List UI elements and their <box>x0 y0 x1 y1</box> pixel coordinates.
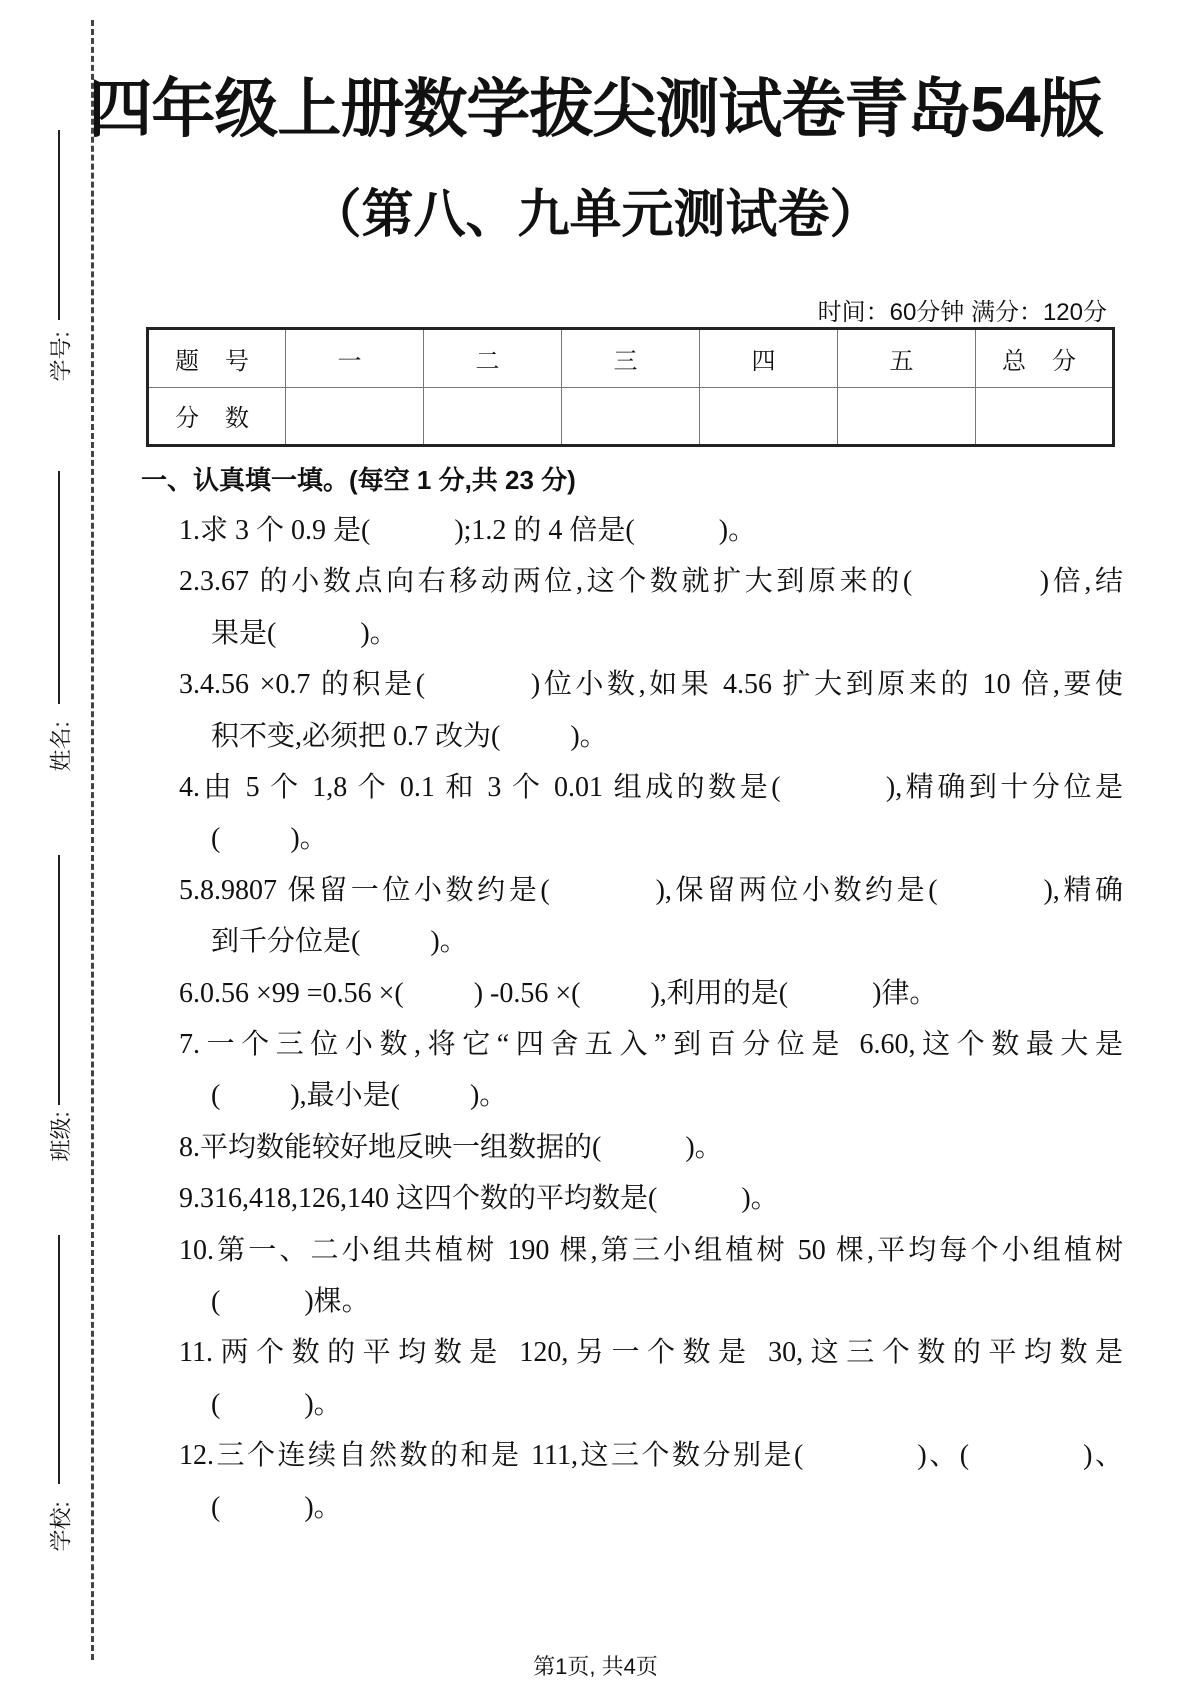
question-continuation-line: ( )。 <box>211 1491 342 1523</box>
score-cell[interactable] <box>424 387 562 446</box>
score-table-header-row <box>148 329 1114 388</box>
score-header-cell: 二 <box>424 329 562 388</box>
section-heading: 一、认真填一填。(每空 1 分,共 23 分) <box>141 465 576 495</box>
page-subtitle: （第八、九单元测试卷） <box>309 186 882 244</box>
exam-meta: 时间：60分钟 满分：120分 <box>817 299 1107 326</box>
question-continuation-line: ( ),最小是( )。 <box>211 1080 508 1112</box>
question-line: 1.求 3 个 0.9 是( );1.2 的 4 倍是( )。 <box>179 515 757 546</box>
question-line: 4.由 5 个 1,8 个 0.1 和 3 个 0.01 组成的数是( ),精确到十分位是 <box>179 772 1123 803</box>
score-table <box>146 327 1115 447</box>
score-cell[interactable] <box>286 387 424 446</box>
question-line: 11.两个数的平均数是 120,另一个数是 30,这三个数的平均数是 <box>179 1337 1123 1369</box>
student-id-label: 学号: <box>48 331 74 382</box>
school-label: 学校: <box>48 1501 74 1552</box>
score-cell[interactable] <box>976 387 1114 446</box>
question-continuation-line: ( )。 <box>211 823 328 855</box>
school-line <box>58 1235 60 1484</box>
binding-cut-line <box>91 20 94 1660</box>
question-line: 5.8.9807 保留一位小数约是( ),保留两位小数约是( ),精确 <box>179 874 1123 906</box>
question-continuation-line: ( )。 <box>211 1388 342 1420</box>
page-number: 第1页, 共4页 <box>533 1654 658 1679</box>
score-header-cell: 总 分 <box>976 329 1114 388</box>
score-cell[interactable] <box>700 387 838 446</box>
name-label: 姓名: <box>48 721 74 772</box>
score-header-cell: 四 <box>700 329 838 388</box>
question-continuation-line: ( )棵。 <box>211 1286 370 1317</box>
question-line: 12.三个连续自然数的和是 111,这三个数分别是( )、( )、 <box>179 1440 1123 1472</box>
question-line: 6.0.56 ×99 =0.56 ×( ) -0.56 ×( ),利用的是( )律。 <box>179 977 938 1009</box>
class-label: 班级: <box>48 1111 74 1162</box>
score-header-cell: 一 <box>286 329 424 388</box>
question-line: 2.3.67 的小数点向右移动两位,这个数就扩大到原来的( )倍,结 <box>179 566 1123 598</box>
class-line <box>58 855 60 1105</box>
page-title: 四年级上册数学拔尖测试卷青岛54版 <box>88 73 1103 145</box>
question-line: 3.4.56 ×0.7 的积是( )位小数,如果 4.56 扩大到原来的 10 倍,要使 <box>179 669 1123 701</box>
score-header-cell: 题 号 <box>148 329 286 388</box>
question-line: 8.平均数能较好地反映一组数据的( )。 <box>179 1131 723 1163</box>
question-continuation-line: 积不变,必须把 0.7 改为( )。 <box>211 720 608 752</box>
name-line <box>58 471 60 704</box>
question-line: 7.一个三位小数,将它“四舍五入”到百分位是 6.60,这个数最大是 <box>179 1029 1123 1060</box>
question-continuation-line: 果是( )。 <box>211 617 398 649</box>
score-cell[interactable] <box>838 387 976 446</box>
question-line: 10.第一、二小组共植树 190 棵,第三小组植树 50 棵,平均每个小组植树 <box>179 1234 1123 1266</box>
question-line: 9.316,418,126,140 这四个数的平均数是( )。 <box>179 1183 779 1215</box>
score-header-cell: 三 <box>562 329 700 388</box>
question-continuation-line: 到千分位是( )。 <box>211 926 468 958</box>
score-header-cell: 五 <box>838 329 976 388</box>
score-table-score-row <box>148 387 1114 446</box>
score-cell[interactable] <box>562 387 700 446</box>
score-row-label: 分 数 <box>148 387 286 446</box>
